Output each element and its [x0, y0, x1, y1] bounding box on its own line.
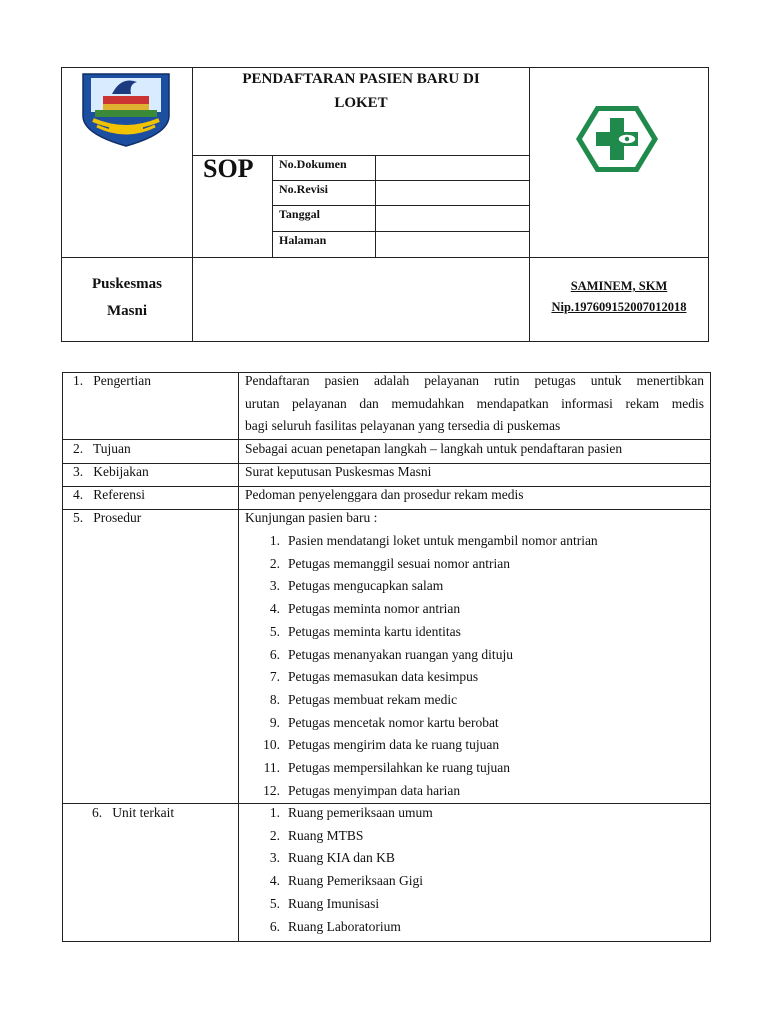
step-number: 11. — [263, 760, 280, 776]
unit-number: 3. — [269, 850, 280, 866]
step-text: Pasien mendatangi loket untuk mengambil nomor antrian — [288, 533, 598, 548]
step-number: 6. — [269, 646, 280, 662]
list-item — [258, 893, 433, 916]
step-text: Petugas mencetak nomor kartu berobat — [288, 714, 499, 730]
title-line-2: LOKET — [334, 95, 388, 111]
regency-crest-logo — [79, 72, 173, 148]
unit-text: Ruang MTBS — [288, 827, 364, 843]
list-item — [258, 666, 598, 689]
list-item — [258, 712, 598, 735]
document-title — [193, 67, 529, 115]
row-label-kebijakan: 3. Kebijakan — [73, 464, 149, 479]
prosedur-steps — [258, 530, 598, 802]
step-number: 12. — [263, 782, 280, 798]
referensi-text: Pedoman penyelenggara dan prosedur rekam medis — [245, 487, 524, 502]
field-label-no-revisi: No.Revisi — [279, 182, 328, 196]
step-text: Petugas menanyakan ruangan yang dituju — [288, 646, 513, 662]
field-label-halaman: Halaman — [279, 233, 327, 247]
step-number: 3. — [269, 578, 280, 594]
list-item — [258, 757, 598, 780]
signer-block — [530, 276, 708, 318]
prosedur-intro: Kunjungan pasien baru : — [245, 510, 378, 525]
step-number: 5. — [269, 623, 280, 639]
step-number: 2. — [269, 555, 280, 571]
step-text: Petugas membuat rekam medic — [288, 691, 458, 707]
step-number: 4. — [269, 601, 280, 617]
sop-label: SOP — [203, 154, 254, 183]
unit-text: Ruang KIA dan KB — [288, 850, 395, 866]
signer-nip: Nip.197609152007012018 — [551, 300, 687, 314]
field-label-no-dokumen: No.Dokumen — [279, 157, 347, 171]
list-item — [258, 530, 598, 553]
field-label-tanggal: Tanggal — [279, 207, 320, 221]
step-text: Petugas mengirim data ke ruang tujuan — [288, 737, 500, 753]
row-label-referensi: 4. Referensi — [73, 487, 145, 502]
unit-text: Ruang pemeriksaan umum — [288, 805, 433, 820]
unit-number: 4. — [269, 873, 280, 889]
step-text: Petugas meminta kartu identitas — [288, 623, 461, 639]
row-label-prosedur: 5. Prosedur — [73, 510, 142, 525]
row-label-unit-terkait: 6. Unit terkait — [92, 805, 175, 820]
unit-terkait-list — [258, 802, 433, 938]
health-cross-logo — [574, 104, 660, 174]
step-text: Petugas meminta nomor antrian — [288, 601, 461, 617]
unit-text: Ruang Pemeriksaan Gigi — [288, 873, 423, 889]
unit-number: 6. — [269, 918, 280, 934]
step-text: Petugas menyimpan data harian — [288, 782, 461, 798]
title-line-1: PENDAFTARAN PASIEN BARU DI — [242, 71, 480, 87]
list-item — [258, 734, 598, 757]
unit-text: Ruang Imunisasi — [288, 895, 380, 911]
list-item — [258, 825, 433, 848]
pengertian-line-1: Pendaftaran pasien adalah pelayanan rutin petugas untuk menertibkan — [245, 373, 704, 388]
tujuan-text: Sebagai acuan penetapan langkah – langkah untuk pendaftaran pasien — [245, 441, 623, 456]
row-label-pengertian: 1. Pengertian — [73, 373, 151, 388]
step-text: Petugas mempersilahkan ke ruang tujuan — [288, 760, 510, 776]
list-item — [258, 644, 598, 667]
pengertian-text — [245, 370, 704, 438]
list-item — [258, 553, 598, 576]
pengertian-line-2: urutan pelayanan dan memudahkan mendapatkan informasi rekam medis — [245, 395, 704, 411]
unit-number: 1. — [269, 805, 280, 820]
list-item — [258, 870, 433, 893]
list-item — [258, 780, 598, 803]
organization-line-1: Puskesmas — [91, 276, 162, 292]
list-item — [258, 689, 598, 712]
unit-number: 5. — [269, 895, 280, 911]
step-number: 1. — [269, 533, 280, 548]
step-text: Petugas memanggil sesuai nomor antrian — [288, 555, 510, 571]
list-item — [258, 575, 598, 598]
list-item — [258, 802, 433, 825]
step-number: 9. — [269, 714, 280, 730]
unit-number: 2. — [269, 827, 280, 843]
list-item — [258, 621, 598, 644]
list-item — [258, 916, 433, 939]
organization-line-2: Masni — [106, 303, 147, 319]
step-number: 8. — [269, 691, 280, 707]
signer-name: SAMINEM, SKM — [570, 279, 668, 293]
step-number: 10. — [263, 737, 280, 753]
row-label-tujuan: 2. Tujuan — [73, 441, 131, 456]
list-item — [258, 847, 433, 870]
pengertian-line-3: bagi seluruh fasilitas pelayanan yang tersedia di puskemas — [245, 418, 561, 433]
step-number: 7. — [269, 669, 280, 685]
organization-name — [62, 271, 192, 325]
kebijakan-text: Surat keputusan Puskesmas Masni — [245, 464, 432, 479]
step-text: Petugas memasukan data kesimpus — [288, 669, 479, 685]
list-item — [258, 598, 598, 621]
unit-text: Ruang Laboratorium — [288, 918, 401, 934]
step-text: Petugas mengucapkan salam — [288, 578, 444, 594]
